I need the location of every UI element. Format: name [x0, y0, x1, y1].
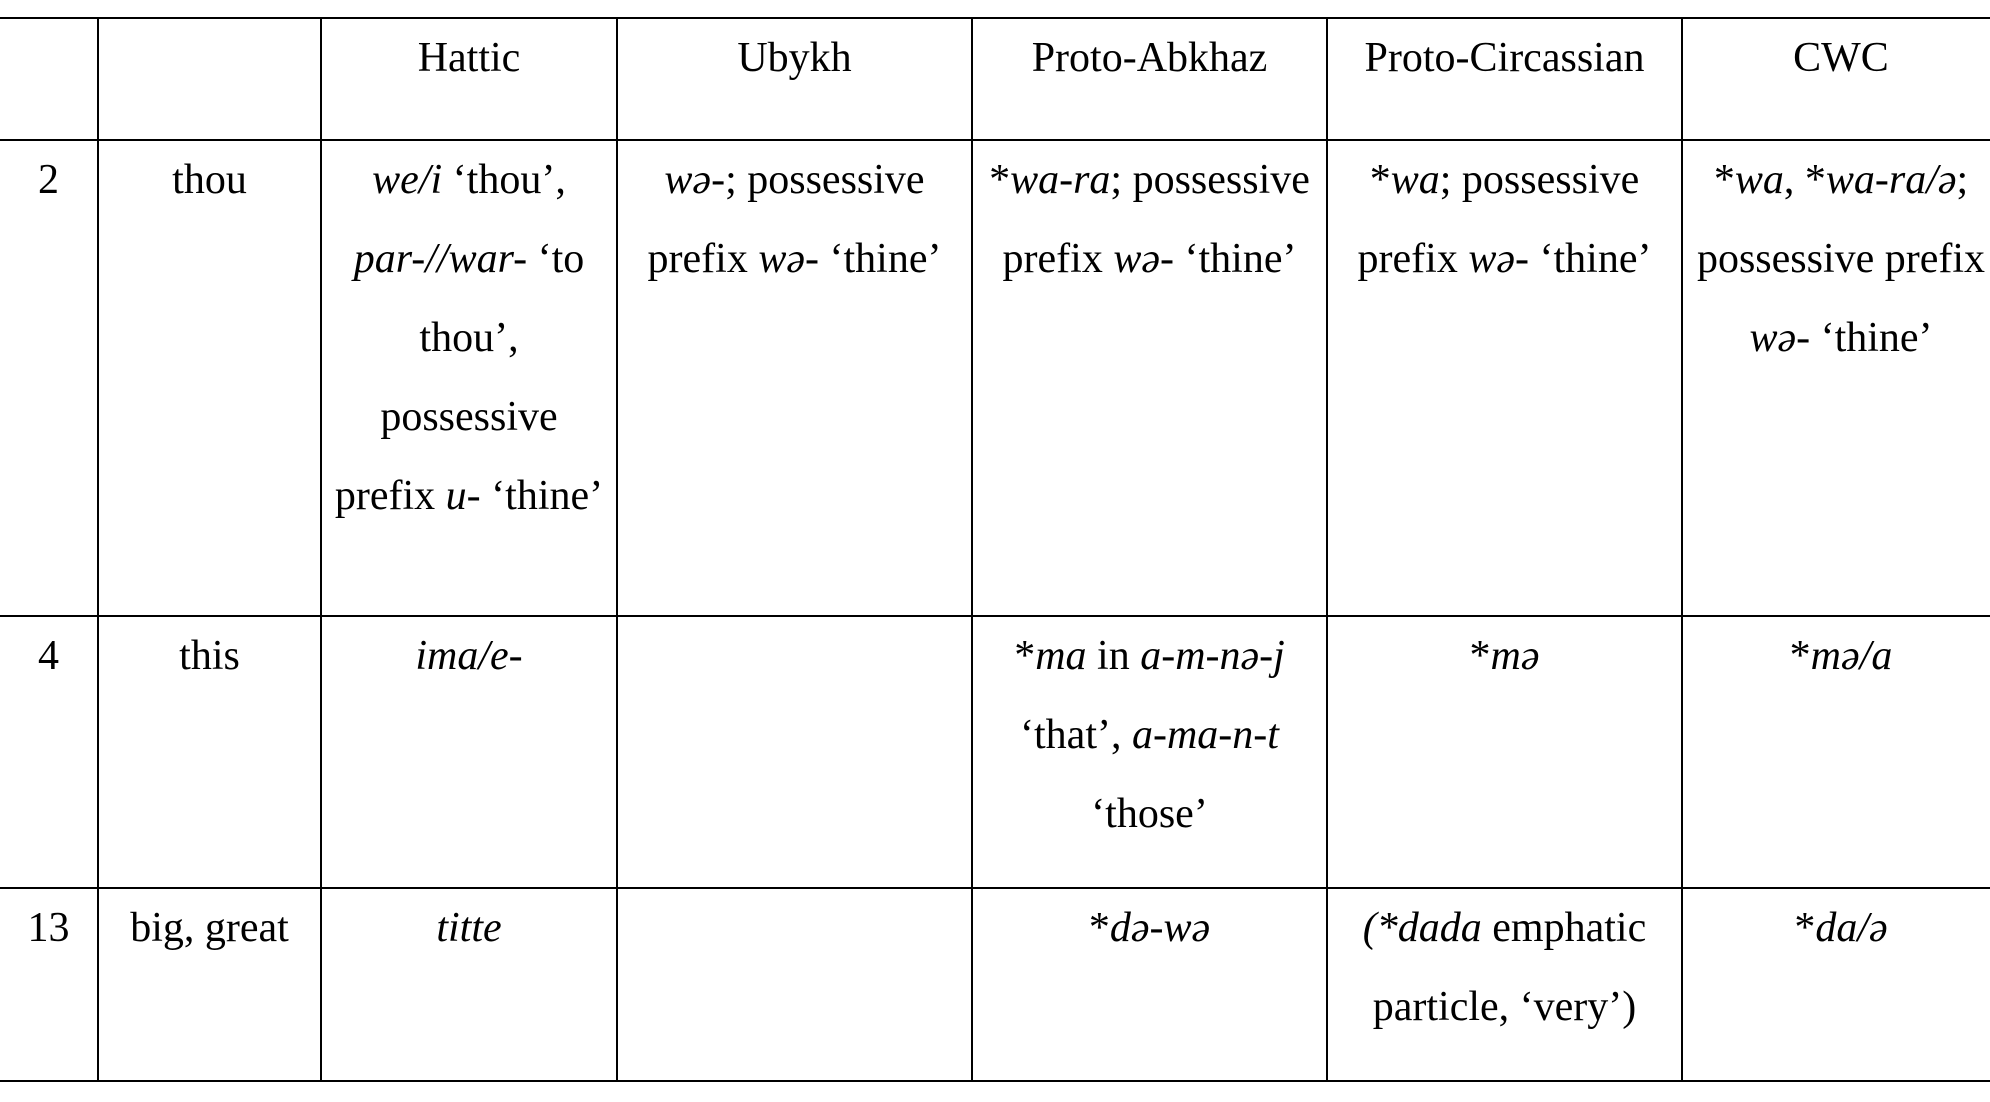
- cell-cwc: *da/ə: [1682, 888, 1990, 1081]
- italic-form: wa: [1390, 157, 1440, 203]
- cell-proto-abkhaz: *də-wə: [972, 888, 1327, 1081]
- header-cell-gloss: [98, 18, 321, 140]
- cell-hattic: we/i ‘thou’, par-//war- ‘to thou’, possessive prefix u- ‘thine’: [321, 140, 617, 616]
- italic-form: ma: [1035, 633, 1087, 679]
- italic-form: wa: [1734, 157, 1784, 203]
- cell-proto-circassian: *wa; possessive prefix wə- ‘thine’: [1327, 140, 1682, 616]
- header-cell-num: [0, 18, 98, 140]
- cell-hattic: [321, 616, 617, 888]
- row-gloss: big, great: [98, 888, 321, 1081]
- cell-proto-abkhaz: *wa-ra; possessive prefix wə- ‘thine’: [972, 140, 1327, 616]
- italic-form: wa-ra: [1010, 157, 1111, 203]
- italic-form: wə-: [1468, 236, 1529, 282]
- row-number: 13: [0, 888, 98, 1081]
- table-row: [0, 888, 1990, 1081]
- table-row: [0, 616, 1990, 888]
- italic-form: wa-ra/ə: [1825, 157, 1957, 203]
- row-number: 4: [0, 616, 98, 888]
- cell-proto-circassian: *mə: [1327, 616, 1682, 888]
- cell-proto-abkhaz: *ma in a-m-nə-j ‘that’, a-ma-n-t ‘those’: [972, 616, 1327, 888]
- cell-proto-circassian: (*dada emphatic particle, ‘very’): [1327, 888, 1682, 1081]
- italic-form: ima/e-: [415, 633, 523, 679]
- italic-form: mə/a: [1810, 633, 1893, 679]
- italic-form: wə-: [758, 236, 819, 282]
- italic-form: a-ma-n-t: [1131, 712, 1279, 758]
- italic-form: titte: [436, 905, 502, 951]
- italic-form: də-wə: [1109, 905, 1211, 951]
- cell-ubykh: wə-; possessive prefix wə- ‘thine’: [617, 140, 972, 616]
- italic-form: wə-: [1113, 236, 1174, 282]
- italic-form: da/ə: [1815, 905, 1888, 951]
- italic-form: u-: [445, 473, 481, 519]
- italic-form: (*dada: [1362, 905, 1482, 951]
- italic-form: we/i: [372, 157, 443, 203]
- cell-cwc: *wa, *wa-ra/ə; possessive prefix wə- ‘thine’: [1682, 140, 1990, 616]
- row-number: 2: [0, 140, 98, 616]
- cell-ubykh: [617, 888, 972, 1081]
- row-gloss: this: [98, 616, 321, 888]
- header-cell-proto-abkhaz: Proto-Abkhaz: [972, 18, 1327, 140]
- header-cell-ubykh: Ubykh: [617, 18, 972, 140]
- cell-hattic: [321, 888, 617, 1081]
- italic-form: par-//war-: [353, 236, 528, 282]
- italic-form: mə: [1490, 633, 1540, 679]
- italic-form: wə-: [664, 157, 726, 203]
- row-gloss: thou: [98, 140, 321, 616]
- comparison-table: [0, 17, 1990, 1082]
- italic-form: a-m-nə-j: [1140, 633, 1285, 679]
- table-row: [0, 140, 1990, 616]
- italic-form: wə-: [1749, 315, 1811, 361]
- header-cell-cwc: CWC: [1682, 18, 1990, 140]
- header-cell-hattic: Hattic: [321, 18, 617, 140]
- cell-ubykh: [617, 616, 972, 888]
- cell-cwc: *mə/a: [1682, 616, 1990, 888]
- header-row: [0, 18, 1990, 140]
- header-cell-proto-circassian: Proto-Circassian: [1327, 18, 1682, 140]
